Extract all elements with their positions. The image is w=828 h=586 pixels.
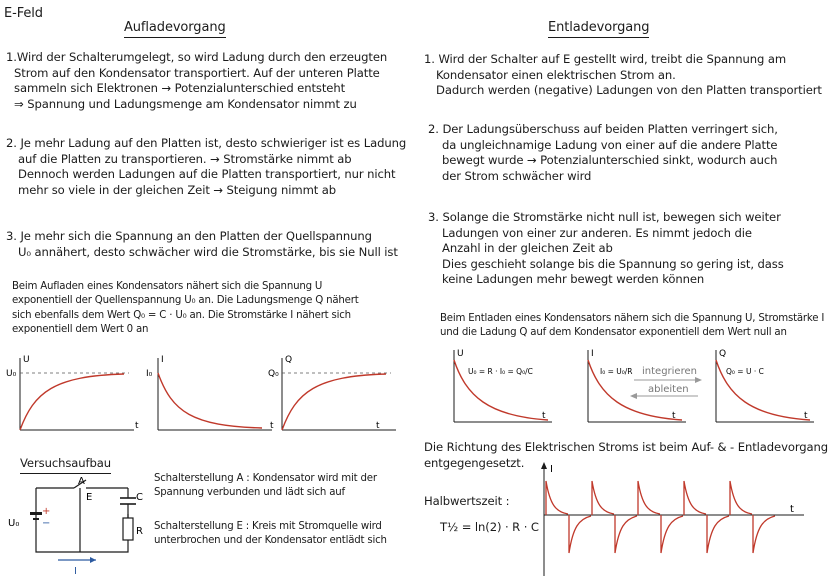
switch-e-label: E bbox=[86, 492, 93, 503]
source-label: U₀ bbox=[8, 518, 20, 529]
switch-e-text: Schalterstellung E : Kreis mit Stromquelle wird unterbrochen und der Kondensator entlädt sich bbox=[154, 521, 387, 547]
halfwert-formula: T½ = ln(2) · R · C bbox=[440, 520, 539, 534]
charging-graph-i bbox=[146, 355, 274, 431]
derive-label: ableiten bbox=[648, 384, 689, 395]
charge-pulse bbox=[638, 481, 660, 515]
discharging-graphs bbox=[444, 346, 828, 430]
q0-formula: Q₀ = U · C bbox=[726, 367, 764, 376]
integrate-label: integrieren bbox=[642, 366, 697, 377]
discharging-step-3: 3. Solange die Stromstärke nicht null ist, bewegen sich weiter Ladungen von einer zur anderen. Es nimmt jedoch die Anzahl in der gleichen Zeit ab Dies geschieht solange bis die Spannung so gering ist, dass keine Ladungen mehr bewegt werden können bbox=[428, 210, 784, 287]
t-label: t bbox=[270, 421, 274, 431]
page-title: E-Feld bbox=[4, 6, 43, 21]
plus-sign: + bbox=[42, 506, 51, 517]
discharge-pulse bbox=[615, 515, 637, 553]
charge-pulse bbox=[546, 481, 568, 515]
discharging-step-1: 1. Wird der Schalter auf E gestellt wird, treibt die Spannung am Kondensator einen elektrischen Strom an. Dadurch werden (negative) Ladungen von den Platten transportiert bbox=[424, 52, 822, 98]
charging-graph-q bbox=[268, 355, 396, 431]
i0-formula: I₀ = U₀/R bbox=[600, 367, 633, 376]
axis-u-label: U bbox=[23, 355, 30, 365]
charge-pulse bbox=[684, 481, 706, 515]
charging-step-3: 3. Je mehr sich die Spannung an den Platten der Quellspannung U₀ annähert, desto schwächer wird die Stromstärke, bis sie Null ist bbox=[6, 229, 398, 259]
t-label: t bbox=[804, 411, 808, 421]
charging-summary: Beim Aufladen eines Kondensators nähert sich die Spannung U exponentiell der Quellenspannung U₀ an. Die Ladungsmenge Q nähert sich ebenfalls dem Wert Q₀ = C · U₀ an. Die Stromstärke I nähert sich exponentiell dem Wert 0 an bbox=[12, 281, 359, 336]
direction-text: Die Richtung des Elektrischen Stroms ist beim Auf- & - Entladevorgang entgegengesetzt. bbox=[424, 440, 828, 470]
discharge-pulse bbox=[661, 515, 683, 553]
t-label: t bbox=[376, 421, 380, 431]
setup-heading: Versuchsaufbau bbox=[20, 456, 111, 474]
discharging-graph-u bbox=[454, 349, 552, 422]
axis-i-label: I bbox=[550, 464, 553, 475]
discharging-heading: Entladevorgang bbox=[548, 20, 649, 38]
charge-pulse bbox=[592, 481, 614, 515]
charging-step-2: 2. Je mehr Ladung auf den Platten ist, desto schwieriger ist es Ladung auf die Platten zu transportieren. → Stromstärke nimmt ab Dennoch werden Ladungen auf die Platten transportiert, nur nicht mehr so viele in der gleichen Zeit → Steigung nimmt ab bbox=[6, 136, 407, 197]
current-label: I bbox=[74, 566, 77, 577]
discharging-graph-q bbox=[716, 349, 814, 422]
axis-u-label: U bbox=[457, 349, 464, 359]
discharge-pulse bbox=[707, 515, 729, 553]
axis-t-label: t bbox=[790, 504, 794, 515]
q0-label: Q₀ bbox=[268, 369, 279, 379]
discharge-pulse bbox=[569, 515, 591, 553]
circuit-diagram bbox=[4, 474, 144, 578]
charging-step-1: 1.Wird der Schalterumgelegt, so wird Ladung durch den erzeugten Strom auf den Kondensator transportiert. Auf der unteren Platte sammeln sich Elektronen → Potenzialunterschied entsteht ⇒ Spannung und Ladungsmenge am Kondensator nimmt zu bbox=[6, 50, 388, 111]
switch-a-text: Schalterstellung A : Kondensator wird mit der Spannung verbunden und lädt sich auf bbox=[154, 473, 377, 499]
switch-a-label: A bbox=[78, 476, 85, 487]
current-pulse-graph bbox=[534, 462, 824, 580]
discharging-step-2: 2. Der Ladungsüberschuss auf beiden Platten verringert sich, da ungleichnamige Ladung von einer auf die andere Platte bewegt wurde → Potenzialunterschied sinkt, wodurch auch der Strom schwächer wird bbox=[428, 122, 778, 183]
minus-sign: − bbox=[42, 518, 51, 529]
t-label: t bbox=[542, 411, 546, 421]
u0-formula: U₀ = R · I₀ = Q₀/C bbox=[468, 367, 533, 376]
integrate-derive-arrows bbox=[630, 366, 702, 399]
u0-label: U₀ bbox=[6, 369, 17, 379]
halfwert-label: Halbwertszeit : bbox=[424, 494, 510, 508]
t-label: t bbox=[672, 411, 676, 421]
axis-i-label: I bbox=[161, 355, 164, 365]
charging-graphs bbox=[4, 352, 404, 442]
charging-graph-u bbox=[6, 355, 139, 431]
t-label: t bbox=[135, 421, 139, 431]
axis-q-label: Q bbox=[285, 355, 293, 365]
axis-q-label: Q bbox=[719, 349, 727, 359]
pulse-curves bbox=[546, 481, 775, 553]
discharge-pulse bbox=[753, 515, 775, 553]
charge-pulse bbox=[730, 481, 752, 515]
axis-i-label: I bbox=[591, 349, 594, 359]
i0-label: I₀ bbox=[146, 369, 153, 379]
discharging-summary: Beim Entladen eines Kondensators nähern sich die Spannung U, Stromstärke I und die Ladung Q auf dem Kondensator exponentiell dem Wert null an bbox=[440, 313, 825, 339]
charging-heading: Aufladevorgang bbox=[124, 20, 226, 38]
resistor-label: R bbox=[136, 526, 143, 537]
capacitor-label: C bbox=[136, 492, 143, 503]
